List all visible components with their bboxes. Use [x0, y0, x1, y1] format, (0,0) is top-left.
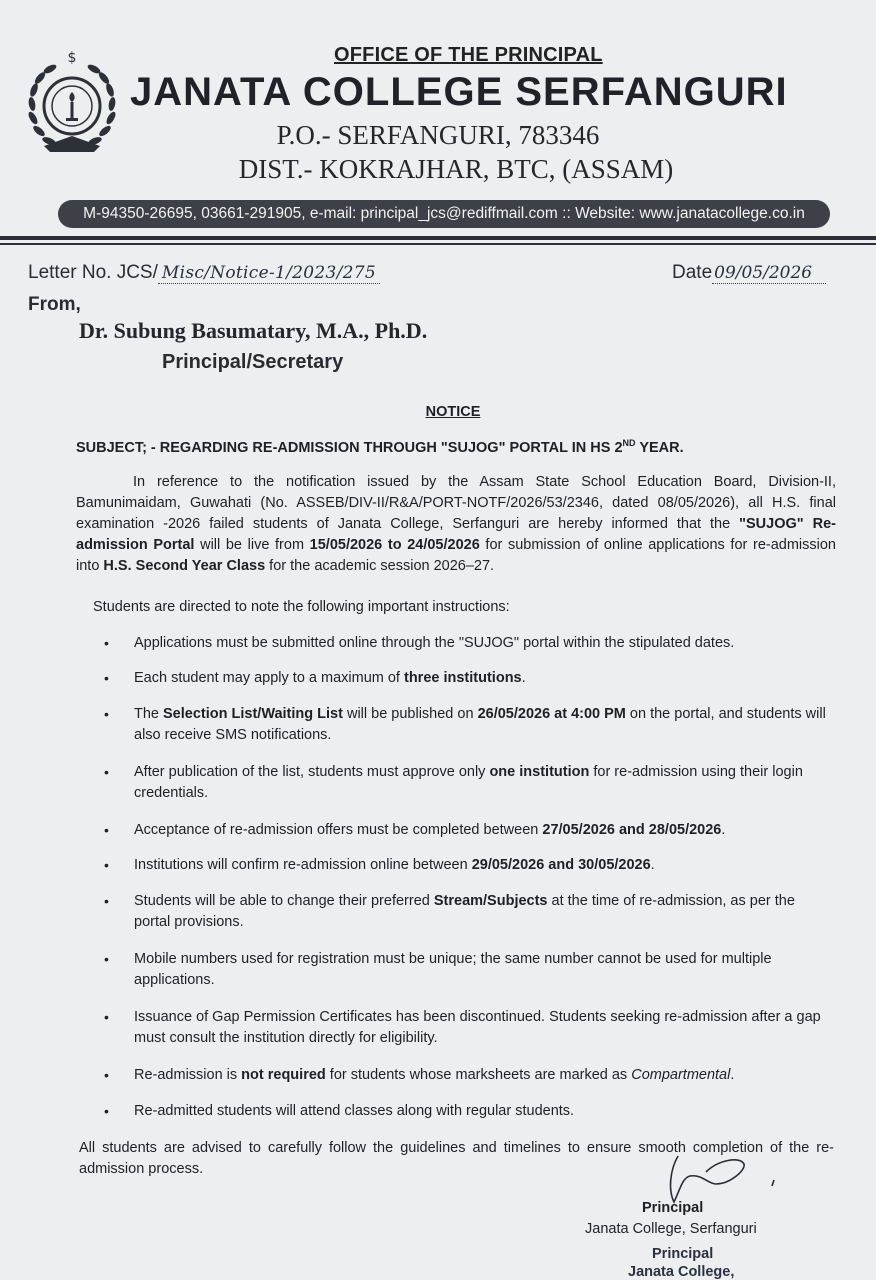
bullet-icon: • — [104, 635, 109, 651]
header-divider-thin — [0, 243, 876, 245]
letter-number-value: Misc/Notice-1/2023/275 — [158, 263, 380, 284]
notice-subject: SUBJECT; - REGARDING RE-ADMISSION THROUGH "SUJOG" PORTAL IN HS 2ND YEAR. — [76, 438, 684, 456]
college-name: JANATA COLLEGE SERFANGURI — [130, 70, 788, 114]
letter-number-label: Letter No. JCS/ — [28, 262, 158, 283]
address-district: DIST.- KOKRAJHAR, BTC, (ASSAM) — [238, 154, 674, 184]
contact-bar: M-94350-26695, 03661-291905, e-mail: principal_jcs@rediffmail.com :: Website: www.janatacollege.co.in — [58, 200, 830, 228]
notice-paragraph: In reference to the notification issued by the Assam State School Education Board, Division-II, Bamunimaidam, Guwahati (No. ASSEB/DIV-II/R&A/PORT-NOTF/2026/53/2346, dated 08/05/2026), all H.S. final examination -2026 failed students of Janata College, Serfanguri are hereby informed that the "SUJOG" Re-admission Portal will be live from 15/05/2026 to 24/05/2026 for submission of online applications for re-admission into H.S. Second Year Class for the academic session 2026–27. — [76, 474, 836, 574]
bullet-icon: • — [104, 1067, 109, 1083]
bullet-icon: • — [104, 893, 109, 909]
bullet-icon: • — [104, 706, 109, 722]
instructions-intro: Students are directed to note the following important instructions: — [93, 599, 510, 615]
address-po: P.O.- SERFANGURI, 783346 — [276, 120, 600, 150]
svg-text:$: $ — [67, 50, 77, 66]
letter-date-label: Date — [672, 262, 713, 283]
bullet-icon: • — [104, 1103, 109, 1119]
notice-document: $ OFFICE OF THE PRINCIPAL JANATA COLLEGE SERFANGURI P.O.- SERFANGURI, 783346 DIST.- KOKRAJHAR, BTC, (ASSAM) M-94350-26695, 03661-291905, e-mail: principal_jcs@rediffmail.com :: Website: www.janatacollege.co.in Letter No. JCS/ Misc/Notice-1/2023/275 Date 09/05/2026 From, Dr. Subung Basumatary, M.A., Ph.D. Principal/Secretary NOTICE SUBJECT; - REGARDING RE-ADMISSION THROUGH "SUJOG" PORTAL IN HS 2ND YEAR. In reference to the notification issued by the Assam State School Education Board, Division-II, Bamunimaidam, Guwahati (No. ASSEB/DIV-II/R&A/PORT-NOTF/2026/53/2346, dated 08/05/2026), all H.S. final examination -2026 failed students of Janata College, Serfanguri are hereby informed that the "SUJOG" Re-admission Portal will be live from 15/05/2026 to 24/05/2026 for submission of online applications for re-admission into H.S. Second Year Class for the academic session 2026–27. Students are directed to note the following important instructions: • Applications must be submitted online through the "SUJOG" portal within the stipulated dates. • Each student may apply to a maximum of three institutions. • The Selection List/Waiting List will be published on 26/05/2026 at 4:00 PM on the portal, and students will also receive SMS notifications. • After publication of the list, students must approve only one institution for re-admission using their login credentials. • Acceptance of re-admission offers must be completed between 27/05/2026 and 28/05/2026. • Institutions will confirm re-admission online between 29/05/2026 and 30/05/2026. • Students will be able to change their preferred Stream/Subjects at the time of re-admission, as per the portal provisions. • Mobile numbers used for registration must be unique; the same number cannot be used for multiple applications. • Issuance of Gap Permission Certificates has been discontinued. Students seeking re-admission after a gap must consult the institution directly for eligibility. • Re-admission is not required for students whose marksheets are marked as Compartmental. • Re-admitted students will attend classes along with regular students. All students are advised to carefully follow the guidelines and timelines to ensure smooth completion of the re-admission process. Principal Janata College, Serfanguri Principal Janata College, — [0, 0, 876, 1280]
notice-heading: NOTICE — [425, 404, 481, 420]
bullet-icon: • — [104, 1009, 109, 1025]
letter-number — [28, 262, 380, 284]
closing-paragraph: All students are advised to carefully follow the guidelines and timelines to ensure smooth completion of the re-admission process. — [79, 1140, 834, 1177]
bullet-icon: • — [104, 764, 109, 780]
bullet-icon: • — [104, 857, 109, 873]
letter-date-value: 09/05/2026 — [712, 263, 826, 284]
from-label: From, — [28, 294, 81, 315]
signature-title: Principal — [642, 1200, 704, 1216]
bullet-icon: • — [104, 670, 109, 686]
letter-date — [672, 262, 826, 284]
stamp-institution: Janata College, — [628, 1264, 735, 1280]
signature-institution: Janata College, Serfanguri — [585, 1221, 757, 1237]
bullet-icon: • — [104, 822, 109, 838]
header-divider — [0, 236, 876, 240]
office-title: OFFICE OF THE PRINCIPAL — [334, 44, 603, 66]
sender-role: Principal/Secretary — [162, 351, 344, 373]
bullet-icon: • — [104, 951, 109, 967]
stamp-title: Principal — [652, 1246, 714, 1262]
sender-name: Dr. Subung Basumatary, M.A., Ph.D. — [79, 318, 428, 343]
